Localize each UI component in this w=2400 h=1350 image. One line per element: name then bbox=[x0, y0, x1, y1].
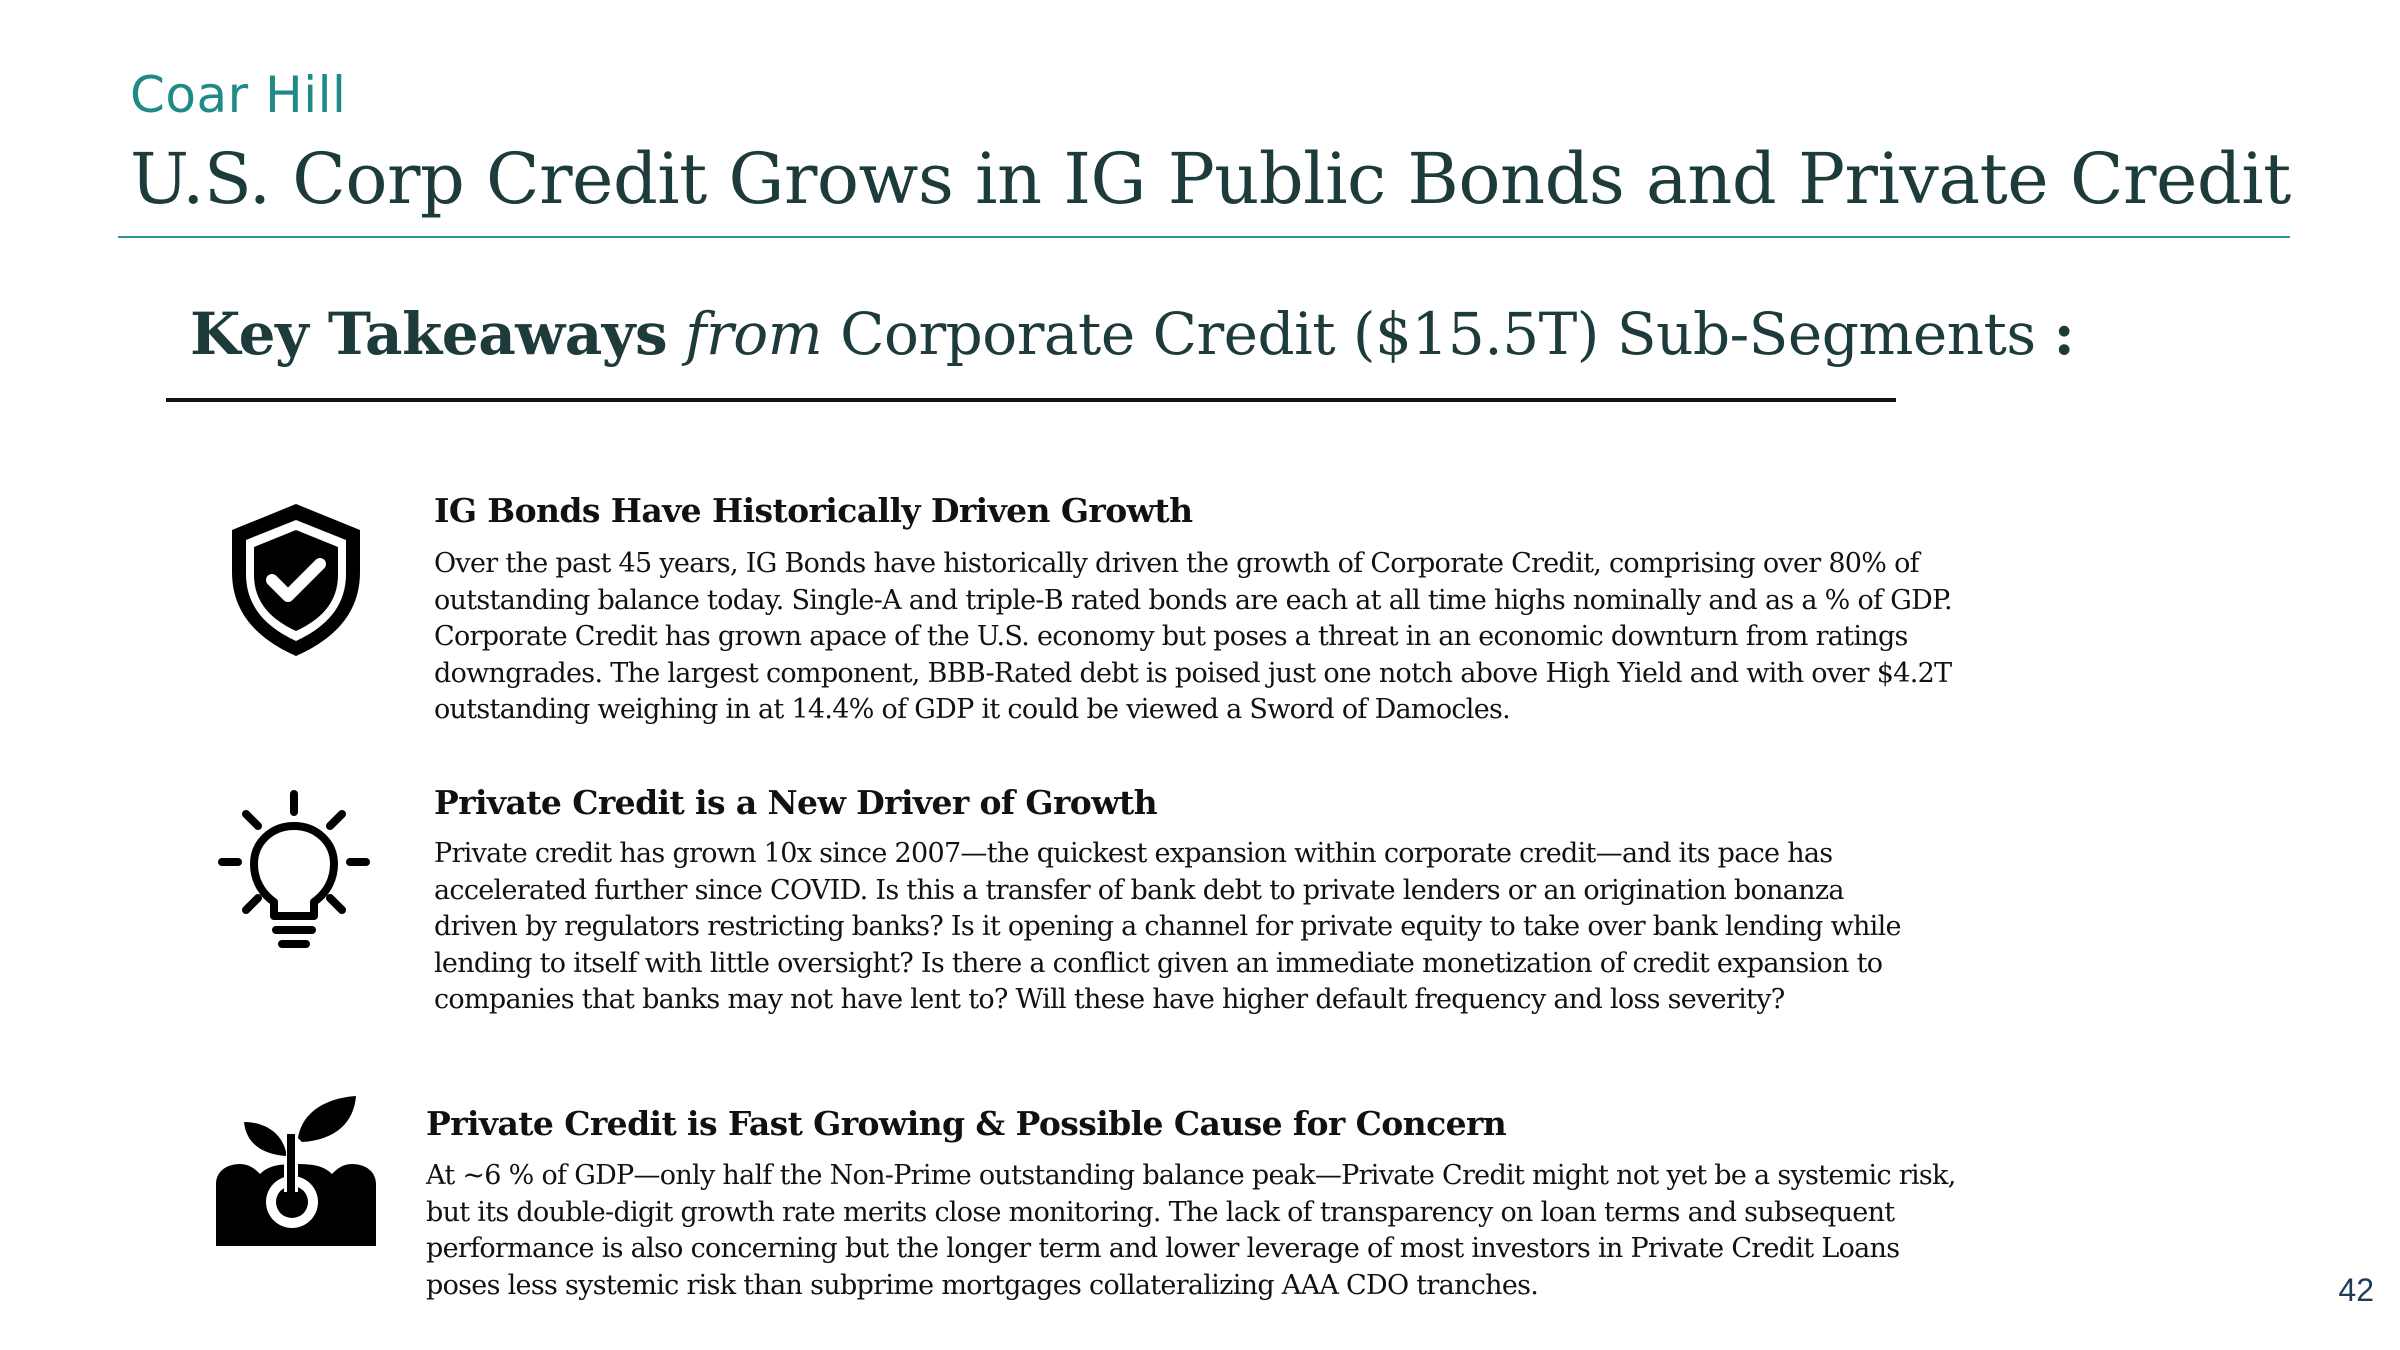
subtitle-underline bbox=[166, 398, 1896, 402]
slide-title: U.S. Corp Credit Grows in IG Public Bonds and Private Credit bbox=[130, 138, 2291, 220]
shield-check-icon bbox=[228, 500, 364, 660]
section-body: Private credit has grown 10x since 2007—the quickest expansion within corporate credit—and its pace has accelerated further since COVID. Is this a transfer of bank debt to private lenders or an origination bonanza driven by regulators restricting banks? Is it opening a channel for private equity to take over bank lending while lending to itself with little oversight? Is there a conflict given an immediate monetization of credit expansion to companies that banks may not have lent to? Will these have higher default frequency and loss severity? bbox=[434, 838, 1901, 1015]
title-divider bbox=[118, 236, 2290, 238]
section-heading: Private Credit is a New Driver of Growth bbox=[434, 783, 1158, 822]
subtitle-colon: : bbox=[2053, 300, 2075, 368]
subtitle-bold-part: Key Takeaways bbox=[190, 300, 668, 368]
section-body: Over the past 45 years, IG Bonds have historically driven the growth of Corporate Credit, comprising over 80% of outstanding balance today. Single-A and triple-B rated bonds are each at all time highs nominally and as a % of GDP. Corporate Credit has grown apace of the U.S. economy but poses a threat in an economic downturn from ratings downgrades. The largest component, BBB-Rated debt is poised just one notch above High Yield and with over $4.2T outstanding weighing in at 14.4% of GDP it could be viewed a Sword of Damocles. bbox=[434, 548, 1952, 725]
lightbulb-icon bbox=[216, 790, 372, 956]
section-subtitle bbox=[190, 300, 2074, 368]
subtitle-main-part: Corporate Credit ($15.5T) Sub-Segments bbox=[840, 300, 2036, 368]
brand-name: Coar Hill bbox=[130, 66, 347, 124]
section-body: At ~6 % of GDP—only half the Non-Prime outstanding balance peak—Private Credit might not yet be a systemic risk, but its double-digit growth rate merits close monitoring. The lack of transparency on loan terms and subsequent performance is also concerning but the longer term and lower leverage of most investors in Private Credit Loans poses less systemic risk than subprime mortgages collateralizing AAA CDO tranches. bbox=[426, 1160, 1956, 1301]
subtitle-italic-part: from bbox=[685, 300, 823, 368]
section-heading: IG Bonds Have Historically Driven Growth bbox=[434, 491, 1193, 530]
page-number: 42 bbox=[2338, 1272, 2374, 1308]
sprout-icon bbox=[216, 1094, 376, 1246]
section-heading: Private Credit is Fast Growing & Possible Cause for Concern bbox=[426, 1104, 1507, 1143]
